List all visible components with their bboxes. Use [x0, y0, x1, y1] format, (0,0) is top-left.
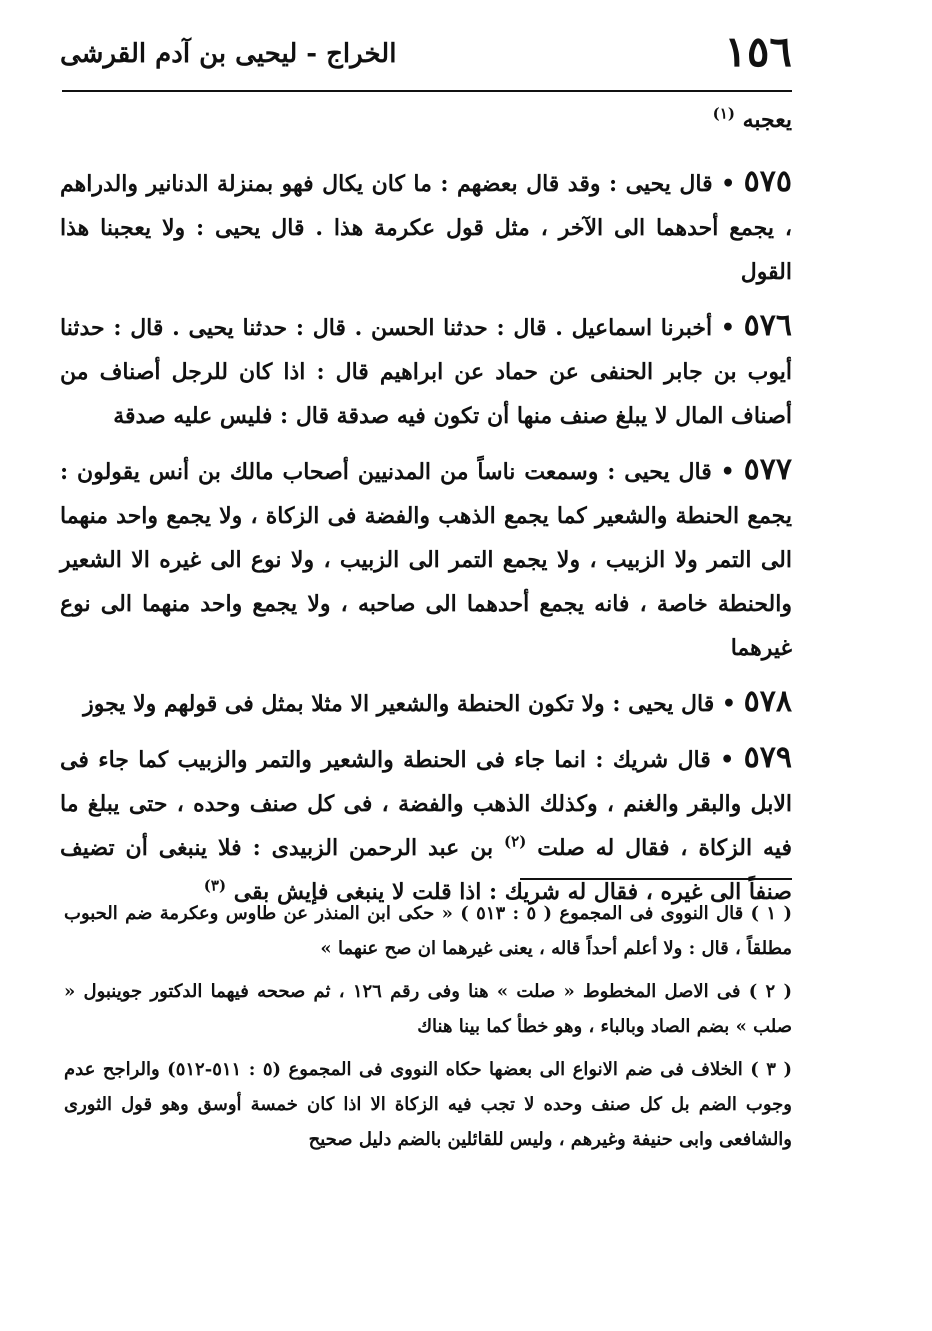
paragraph-text-continued: بن عبد الرحمن الزبيدى : فلا ينبغى أن تضيف صنفاً الى غيره ، فقال له شريك : اذا قلت لا ينبغى فإيش بقى — [60, 835, 792, 905]
paragraph-number: ٥٧٩ — [743, 740, 792, 775]
footnote-ref-3: (٣) — [203, 876, 227, 895]
paragraph-text: • قال يحيى : وسمعت ناساً من المدنيين أصحاب مالك بن أنس يقولون : يجمع الحنطة والشعير كما يجمع الذهب والفضة فى الزكاة ، ولا يجمع واحد منهما الى التمر ولا الزبيب ، ولا يجمع التمر الى الزبيب ، ولا نوع الى غيره الا الشعير والحنطة خاصة ، فانه يجمع أحدهما الى صاحبه ، ولا يجمع واحد منهما الى نوع غيرهما — [60, 459, 792, 661]
main-text — [60, 98, 792, 914]
paragraph-575 — [60, 160, 792, 294]
footnote-rule — [520, 878, 792, 880]
paragraph-number: ٥٧٥ — [743, 164, 792, 199]
footnote-1: ( ١ ) قال النووى فى المجموع ( ٥ : ٥١٣ ) « حكى ابن المنذر عن طاوس وعكرمة ضم الحبوب مطلقاً ، قال : ولا أعلم أحداً قاله ، يعنى غيرهما ان صح عنهما » — [64, 903, 792, 959]
paragraph-577 — [60, 448, 792, 670]
paragraph-number: ٥٧٨ — [743, 684, 792, 719]
paragraph-576 — [60, 304, 792, 438]
header-rule — [62, 90, 792, 92]
paragraph-text: • قال يحيى : ولا تكون الحنطة والشعير الا مثلا بمثل فى قولهم ولا يجوز — [83, 691, 736, 717]
footnotes — [64, 896, 792, 1165]
paragraph-579 — [60, 736, 792, 914]
footnote-ref-1: (١) — [712, 104, 735, 123]
paragraph-578 — [60, 680, 792, 726]
paragraph-number: ٥٧٧ — [743, 452, 792, 487]
paragraph-text: • قال يحيى : وقد قال بعضهم : ما كان يكال فهو بمنزلة الدنانير والدراهم ، يجمع أحدهما الى الآخر ، مثل قول عكرمة هذا . قال يحيى : ولا يعجبنا هذا القول — [60, 171, 792, 285]
page-number: ١٥٦ — [724, 27, 792, 76]
footnote-2: ( ٢ ) فى الاصل المخطوط « صلت » هنا وفى رقم ١٢٦ ، ثم صححه فيهما الدكتور جوينبول « صلب » بضم الصاد وبالباء ، وهو خطأ كما بينا هناك — [64, 981, 792, 1037]
paragraph-text: • أخبرنا اسماعيل . قال : حدثنا الحسن . قال : حدثنا يحيى . قال : حدثنا أيوب بن جابر الحنفى عن حماد عن ابراهيم قال : اذا كان للرجل أصناف من أصناف المال لا يبلغ صنف منها أن تكون فيه صدقة قال : فليس عليه صدقة — [60, 315, 792, 429]
page-header — [60, 26, 792, 82]
running-title: الخراج - ليحيى بن آدم القرشى — [60, 39, 397, 69]
paragraph-number: ٥٧٦ — [743, 308, 792, 343]
footnote-ref-2: (٢) — [504, 832, 527, 851]
paragraph-text: • قال شريك : انما جاء فى الحنطة والشعير والتمر والزبيب كما جاء فى الابل والبقر والغنم ، وكذلك الذهب والفضة ، فى كل صنف وحده ، حتى يبلغ ما فيه الزكاة ، فقال له صلت — [60, 747, 792, 861]
carryover-line — [60, 98, 792, 142]
footnote-3: ( ٣ ) الخلاف فى ضم الانواع الى بعضها حكاه النووى فى المجموع (٥ : ٥١١-٥١٢) والراجح عدم وجوب الضم بل كل صنف وحده لا تجب فيه الزكاة الا اذا كان خمسة أوسق وهو قول الثورى والشافعى وابى حنيفة وغيرهم ، وليس للقائلين بالضم دليل صحيح — [64, 1059, 792, 1150]
carryover-text: يعجبه — [742, 107, 792, 133]
